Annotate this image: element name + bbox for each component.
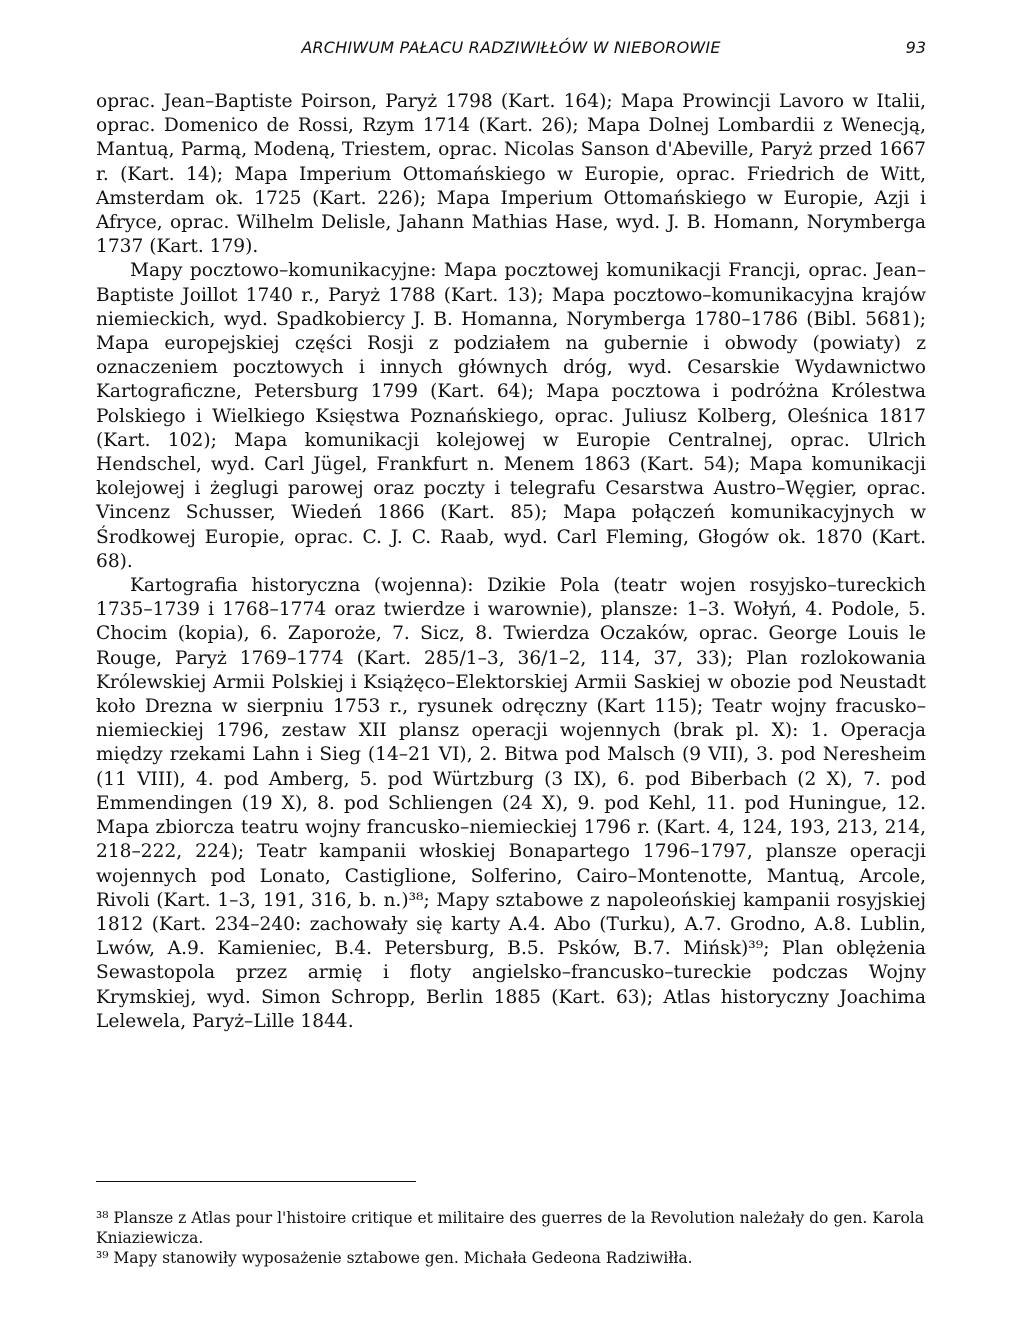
footnote-38: ³⁸ Plansze z Atlas pour l'histoire critique et militaire des guerres de la Revolution należały do gen. Karola Kniaziewicza. bbox=[96, 1209, 925, 1247]
paragraph: Mapy pocztowo–komunikacyjne: Mapa pocztowej komunikacji Francji, oprac. Jean–Baptiste Joillot 1740 r., Paryż 1788 (Kart. 13); Mapa pocztowo–komunikacyjna krajów niemieckich, wyd. Spadkobiercy J. B. Homanna, Norymberga 1780–1786 (Bibl. 5681); Mapa europejskiej części Rosji z podziałem na gubernie i obwody (powiaty) z oznaczeniem pocztowych i innych głównych dróg, wyd. Cesarskie Wydawnictwo Kartograficzne, Petersburg 1799 (Kart. 64); Mapa pocztowa i podróżna Królestwa Polskiego i Wielkiego Księstwa Poznańskiego, oprac. Juliusz Kolberg, Oleśnica 1817 (Kart. 102); Mapa komunikacji kolejowej w Europie Centralnej, oprac. Ulrich Hendschel, wyd. Carl Jügel, Frankfurt n. Menem 1863 (Kart. 54); Mapa komunikacji kolejowej i żeglugi parowej oraz poczty i telegrafu Cesarstwa Austro–Węgier, oprac. Vincenz Schusser, Wiedeń 1866 (Kart. 85); Mapa połączeń komunikacyjnych w Środkowej Europie, oprac. C. J. C. Raab, wyd. Carl Fleming, Głogów ok. 1870 (Kart. 68). bbox=[96, 260, 926, 572]
body-text bbox=[96, 90, 926, 1034]
footnote-39: ³⁹ Mapy stanowiły wyposażenie sztabowe gen. Michała Gedeona Radziwiłła. bbox=[96, 1249, 693, 1267]
running-head bbox=[96, 38, 926, 62]
footnotes bbox=[96, 1208, 926, 1268]
footnote-divider bbox=[96, 1181, 416, 1182]
paragraph: oprac. Jean–Baptiste Poirson, Paryż 1798 (Kart. 164); Mapa Prowincji Lavoro w Italii, oprac. Domenico de Rossi, Rzym 1714 (Kart. 26); Mapa Dolnej Lombardii z Wenecją, Mantuą, Parmą, Modeną, Triestem, oprac. Nicolas Sanson d'Abeville, Paryż przed 1667 r. (Kart. 14); Mapa Imperium Ottomańskiego w Europie, oprac. Friedrich de Witt, Amsterdam ok. 1725 (Kart. 226); Mapa Imperium Ottomańskiego w Europie, Azji i Afryce, oprac. Wilhelm Delisle, Jahann Mathias Hase, wyd. J. B. Homann, Norymberga 1737 (Kart. 179). bbox=[96, 91, 926, 258]
paragraph: Kartografia historyczna (wojenna): Dzikie Pola (teatr wojen rosyjsko–tureckich 1735–1739 i 1768–1774 oraz twierdze i warownie), plansze: 1–3. Wołyń, 4. Podole, 5. Chocim (kopia), 6. Zaporoże, 7. Sicz, 8. Twierdza Oczaków, oprac. George Louis le Rouge, Paryż 1769–1774 (Kart. 285/1–3, 36/1–2, 114, 37, 33); Plan rozlokowania Królewskiej Armii Polskiej i Książęco–Elektorskiej Armii Saskiej w obozie pod Neustadt koło Drezna w sierpniu 1753 r., rysunek odręczny (Kart 115); Teatr wojny fracusko–niemieckiej 1796, zestaw XII plansz operacji wojennych (brak pl. X): 1. Operacja między rzekami Lahn i Sieg (14–21 VI), 2. Bitwa pod Malsch (9 VII), 3. pod Neresheim (11 VIII), 4. pod Amberg, 5. pod Würtzburg (3 IX), 6. pod Biberbach (2 X), 7. pod Emmendingen (19 X), 8. pod Schliengen (24 X), 9. pod Kehl, 11. pod Huningue, 12. Mapa zbiorcza teatru wojny francusko–niemieckiej 1796 r. (Kart. 4, 124, 193, 213, 214, 218–222, 224); Teatr kampanii włoskiej Bonapartego 1796–1797, plansze operacji wojennych pod Lonato, Castiglione, Solferino, Cairo–Montenotte, Mantuą, Arcole, Rivoli (Kart. 1–3, 191, 316, b. n.)³⁸; Mapy sztabowe z napoleońskiej kampanii rosyjskiej 1812 (Kart. 234–240: zachowały się karty A.4. Abo (Turku), A.7. Grodno, A.8. Lublin, Lwów, A.9. Kamieniec, B.4. Petersburg, B.5. Psków, B.7. Mińsk)³⁹; Plan oblężenia Sewastopola przez armię i floty angielsko–francusko–tureckie podczas Wojny Krymskiej, wyd. Simon Schropp, Berlin 1885 (Kart. 63); Atlas historyczny Joachima Lelewela, Paryż–Lille 1844. bbox=[96, 575, 926, 1032]
running-title: ARCHIWUM PAŁACU RADZIWIŁŁÓW W NIEBOROWIE bbox=[301, 38, 721, 57]
page-number: 93 bbox=[905, 38, 926, 57]
